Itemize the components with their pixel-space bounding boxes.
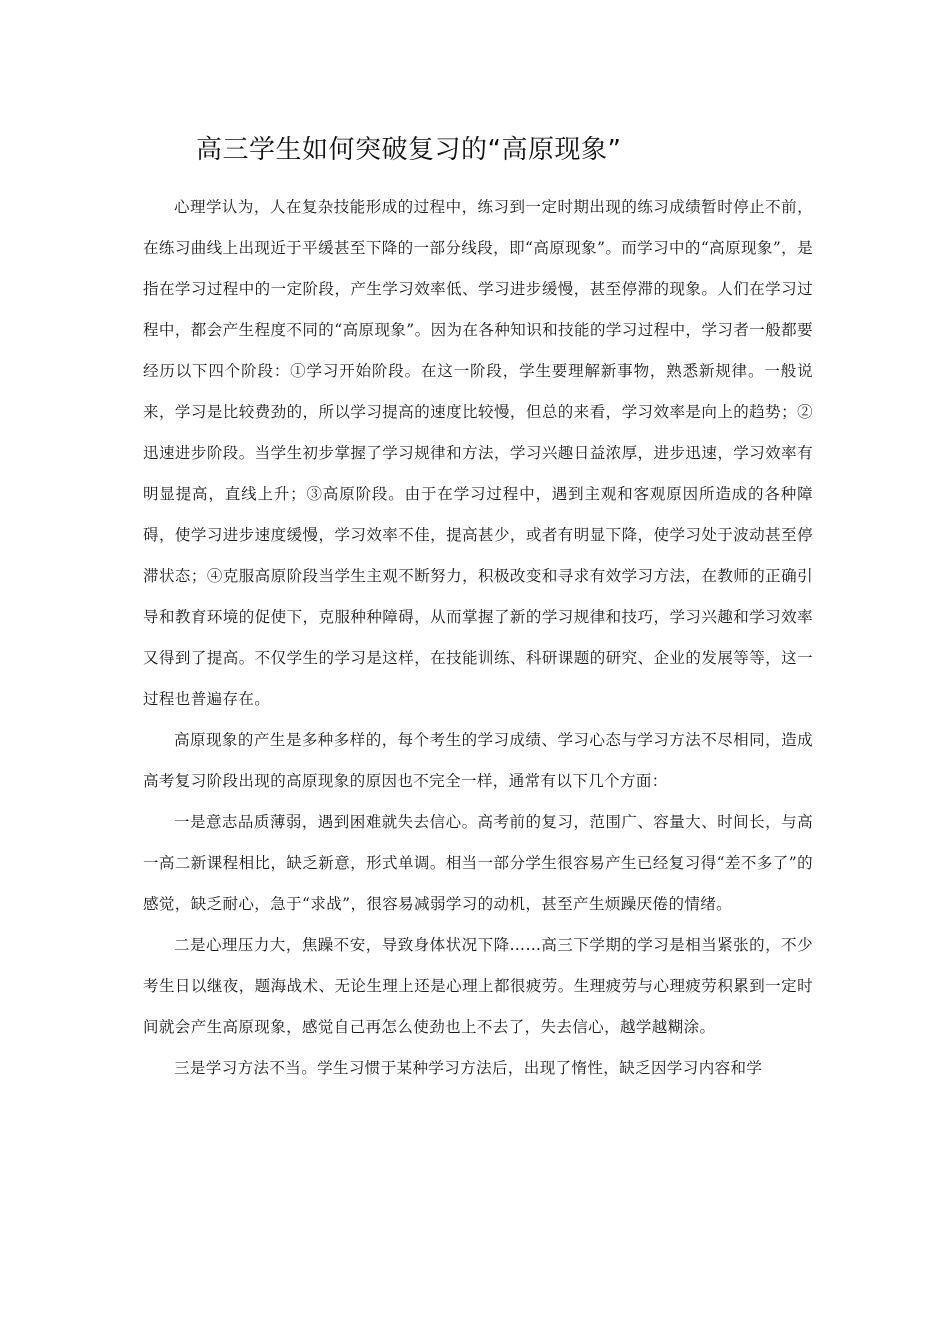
document-body [143, 187, 813, 1089]
paragraph-cause-pressure: 二是心理压力大，焦躁不安，导致身体状况下降……高三下学期的学习是相当紧张的，不少考生日以继夜，题海战术、无论生理上还是心理上都很疲劳。生理疲劳与心理疲劳积累到一定时间就会产生高原现象，感觉自己再怎么使劲也上不去了，失去信心，越学越糊涂。 [143, 936, 813, 1036]
paragraph-causes-intro: 高原现象的产生是多种多样的，每个考生的学习成绩、学习心态与学习方法不尽相同，造成高考复习阶段出现的高原现象的原因也不完全一样，通常有以下几个方面： [143, 731, 813, 790]
paragraph-plateau-definition: 心理学认为，人在复杂技能形成的过程中，练习到一定时期出现的练习成绩暂时停止不前，在练习曲线上出现近于平缓甚至下降的一部分线段，即“高原现象”。而学习中的“高原现象”，是指在学习过程中的一定阶段，产生学习效率低、学习进步缓慢，甚至停滞的现象。人们在学习过程中，都会产生程度不同的“高原现象”。因为在各种知识和技能的学习过程中，学习者一般都要经历以下四个阶段：①学习开始阶段。在这一阶段，学生要理解新事物，熟悉新规律。一般说来，学习是比较费劲的，所以学习提高的速度比较慢，但总的来看，学习效率是向上的趋势；②迅速进步阶段。当学生初步掌握了学习规律和方法，学习兴趣日益浓厚，进步迅速，学习效率有明显提高，直线上升；③高原阶段。由于在学习过程中，遇到主观和客观原因所造成的各种障碍，使学习进步速度缓慢，学习效率不佳，提高甚少，或者有明显下降，使学习处于波动甚至停滞状态；④克服高原阶段当学生主观不断努力，积极改变和寻求有效学习方法，在教师的正确引导和教育环境的促使下，克服种种障碍，从而掌握了新的学习规律和技巧，学习兴趣和学习效率又得到了提高。不仅学生的学习是这样，在技能训练、科研课题的研究、企业的发展等等，这一过程也普遍存在。 [143, 198, 813, 708]
paragraph-cause-willpower: 一是意志品质薄弱，遇到困难就失去信心。高考前的复习，范围广、容量大、时间长，与高一高二新课程相比，缺乏新意，形式单调。相当一部分学生很容易产生已经复习得“差不多了”的感觉，缺乏耐心，急于“求战”，很容易减弱学习的动机，甚至产生烦躁厌倦的情绪。 [143, 813, 813, 913]
paragraph-cause-method: 三是学习方法不当。学生习惯于某种学习方法后，出现了惰性，缺乏因学习内容和学 [174, 1059, 763, 1077]
document-title: 高三学生如何突破复习的“高原现象” [196, 135, 622, 165]
